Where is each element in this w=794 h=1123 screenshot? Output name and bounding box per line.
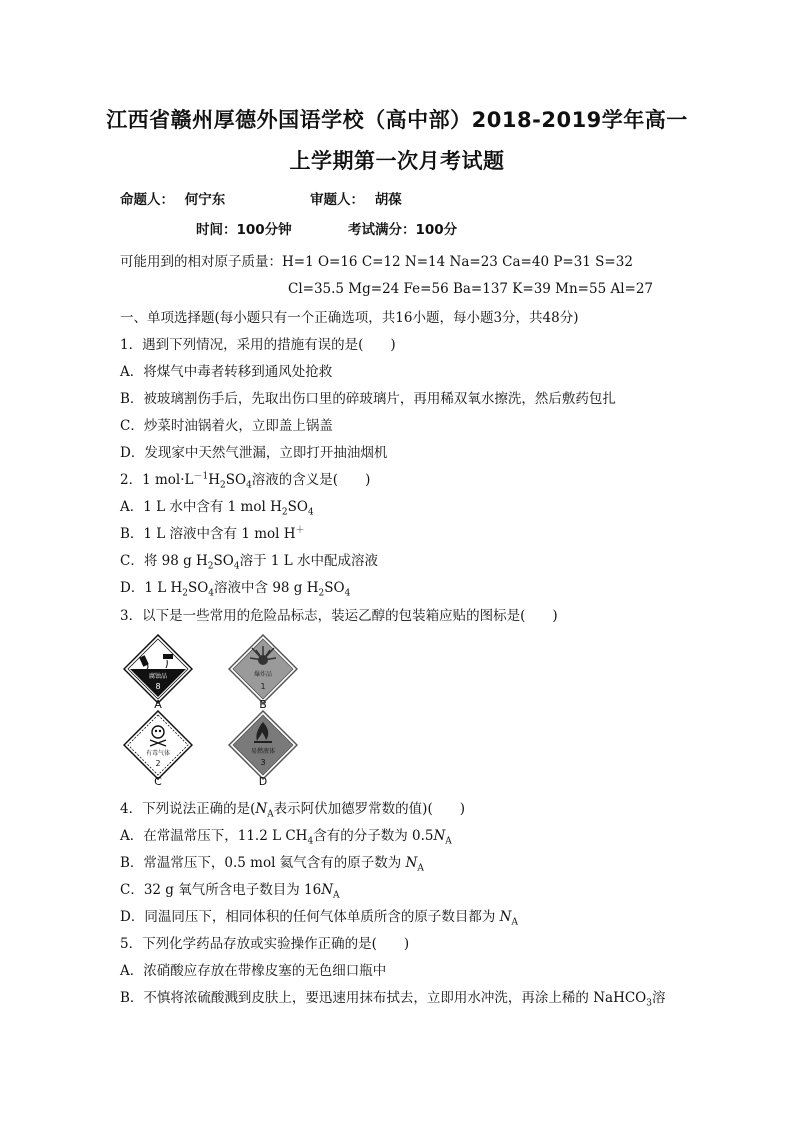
- q1-option-d: D．发现家中天然气泄漏，立即打开抽油烟机: [120, 445, 388, 461]
- q4-option-d: D．同温同压下，相同体积的任何气体单质所含的原子数目都为 $N_A$: [120, 909, 518, 928]
- exam-time: 时间：100分钟: [196, 222, 292, 238]
- hazard-a-num: 8: [155, 682, 161, 691]
- flame-icon: [228, 710, 298, 780]
- author-info: [120, 188, 225, 208]
- hazard-a-label: A: [154, 698, 162, 711]
- q3-stem: 3．以下是一些常用的危险品标志，装运乙醇的包装箱应贴的图标是( ): [120, 608, 558, 624]
- q5-option-b: B．不慎将浓硫酸溅到皮肤上，要迅速用抹布拭去，立即用水冲洗，再涂上稀的 NaHCO$_3$溶: [120, 990, 666, 1009]
- hazard-b-label: B: [259, 698, 267, 711]
- hazard-d-num: 3: [260, 758, 266, 767]
- q2-option-b: B．1 L 溶液中含有 1 mol H＋: [120, 525, 305, 542]
- hazard-b-text: 爆炸品: [253, 671, 273, 678]
- corrosive-icon: [123, 634, 193, 704]
- hazard-a-text: 腐蚀品: [148, 673, 168, 680]
- exam-title-line2: 上学期第一次月考试题: [289, 149, 505, 173]
- reviewer-info: [310, 188, 402, 208]
- hazard-sign-d: [228, 710, 298, 780]
- hazard-sign-a: [123, 634, 193, 704]
- q1-option-b: B．被玻璃割伤手后，先取出伤口里的碎玻璃片，再用稀双氧水擦洗，然后敷药包扎: [120, 391, 616, 407]
- q2-stem: 2．1 $mol\cdot L^{-1}H_2SO_4$溶液的含义是( ): [120, 471, 371, 491]
- hazard-c-text: 有毒气体: [145, 750, 171, 757]
- q1-option-a: A．将煤气中毒者转移到通风处抢救: [120, 364, 333, 380]
- hazard-sign-b: [228, 634, 298, 704]
- q5-option-a: A．浓硝酸应存放在带橡皮塞的无色细口瓶中: [120, 963, 387, 979]
- q4-option-b: B．常温常压下，0.5 mol 氦气含有的原子数为 $N_A$: [120, 855, 424, 874]
- q4-stem: 4．下列说法正确的是($N_A$表示阿伏加德罗常数的值)( ): [120, 801, 465, 820]
- hazard-b-num: 1: [260, 682, 266, 691]
- reviewer-name: 胡葆: [374, 192, 402, 208]
- hazard-c-num: 2: [155, 759, 161, 768]
- hazard-c-label: C: [154, 775, 162, 788]
- explosive-icon: [228, 634, 298, 704]
- q1-option-c: C．炒菜时油锅着火，立即盖上锅盖: [120, 418, 333, 434]
- hazard-d-text: 易燃液体: [250, 748, 276, 755]
- skull-icon: [123, 710, 193, 780]
- q4-option-c: C．32 g 氧气所含电子数目为 $16N_A$: [120, 882, 340, 901]
- atomic-masses-line2: Cl=35.5 Mg=24 Fe=56 Ba=137 K=39 Mn=55 Al=27: [288, 281, 654, 297]
- q5-stem: 5．下列化学药品存放或实验操作正确的是( ): [120, 936, 410, 952]
- q2-option-c: C．将 98 g $H_2SO_4$溶于 1 L 水中配成溶液: [120, 553, 379, 572]
- author-label: 命题人：: [120, 192, 174, 208]
- author-name: 何宁东: [184, 192, 226, 208]
- q4-option-a: A．在常温常压下，11.2 L $CH_4$含有的分子数为 $0.5N_A$: [120, 828, 452, 847]
- q2-option-a: A．1 L 水中含有 1 mol $H_2SO_4$: [120, 499, 314, 518]
- section-heading: 一、单项选择题(每小题只有一个正确选项，共16小题，每小题3分，共48分): [120, 310, 579, 326]
- hazard-d-label: D: [258, 775, 268, 788]
- reviewer-label: 审题人：: [310, 192, 364, 208]
- hazard-sign-c: [123, 710, 193, 780]
- atomic-masses-line1: 可能用到的相对原子质量：H=1 O=16 C=12 N=14 Na=23 Ca=40 P=31 S=32: [120, 254, 633, 270]
- exam-score: 考试满分：100分: [348, 222, 458, 238]
- exam-title-line1: 江西省赣州厚德外国语学校（高中部）2018-2019学年高一: [106, 108, 688, 132]
- q1-stem: 1．遇到下列情况，采用的措施有误的是( ): [120, 337, 396, 353]
- q2-option-d: D．1 L $H_2SO_4$溶液中含 98 g $H_2SO_4$: [120, 580, 351, 599]
